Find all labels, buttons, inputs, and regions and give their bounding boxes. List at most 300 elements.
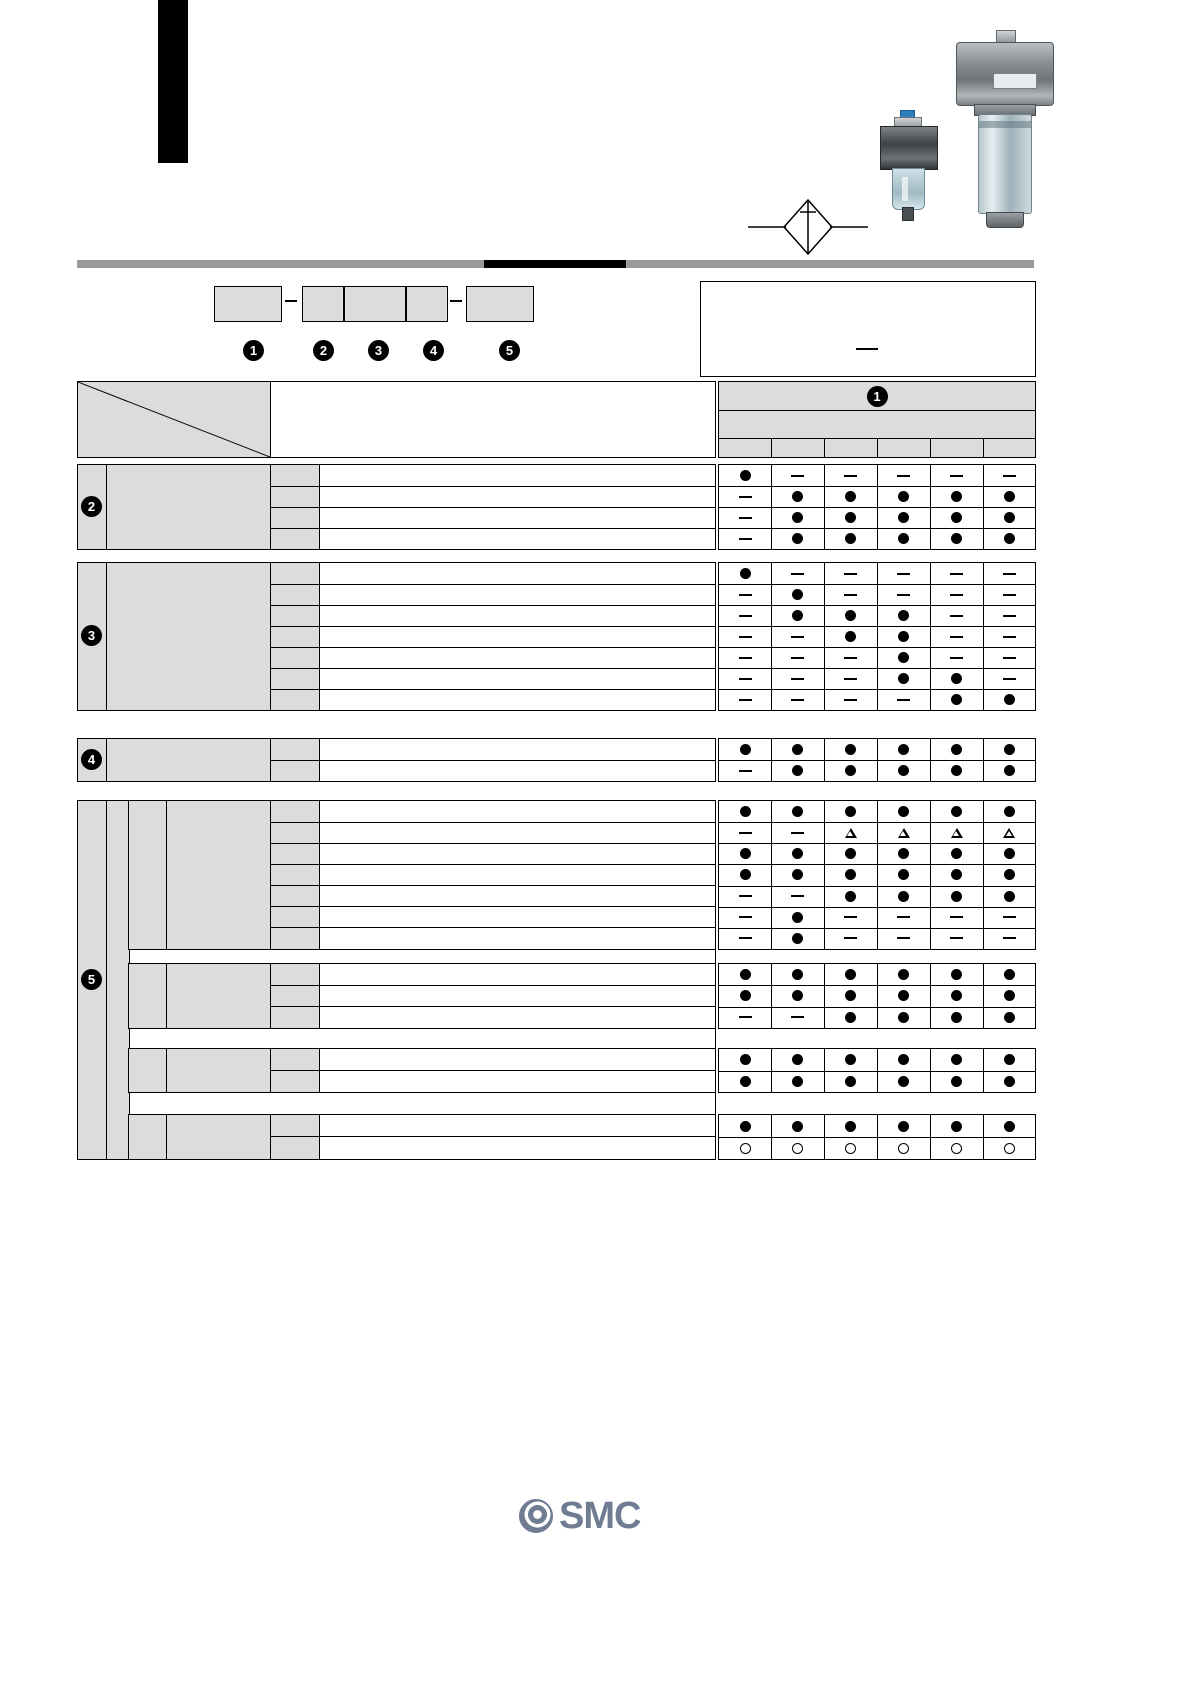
mark-dash bbox=[897, 699, 910, 701]
marks-cell bbox=[824, 584, 877, 605]
table-header-group bbox=[719, 382, 1035, 410]
marks-cell bbox=[771, 964, 824, 985]
section-3-rowline-3 bbox=[271, 626, 715, 627]
marks-cell bbox=[824, 528, 877, 549]
mark-filled-circle bbox=[792, 806, 803, 817]
marks-cell bbox=[824, 886, 877, 907]
mark-filled-circle bbox=[1004, 512, 1015, 523]
marks-cell bbox=[824, 739, 877, 760]
table-header-diagonal bbox=[78, 382, 270, 457]
option-group-2-name bbox=[129, 964, 167, 1028]
option-group-4 bbox=[128, 1114, 716, 1160]
section-5-spine bbox=[107, 801, 130, 1159]
mark-filled-circle bbox=[845, 765, 856, 776]
mark-dash bbox=[1003, 657, 1016, 659]
marks-cell bbox=[983, 605, 1035, 626]
mark-filled-circle bbox=[951, 969, 962, 980]
marks-cell bbox=[983, 1007, 1035, 1028]
section-3-rowline-4 bbox=[271, 647, 715, 648]
marks-cell bbox=[877, 864, 930, 885]
mark-filled-circle bbox=[898, 765, 909, 776]
mark-dash bbox=[739, 636, 752, 638]
mark-filled-circle bbox=[898, 1121, 909, 1132]
marks-cell bbox=[719, 1071, 771, 1093]
marks-cell bbox=[930, 886, 983, 907]
marks-cell bbox=[771, 668, 824, 689]
marks-cell bbox=[877, 465, 930, 486]
option-group-4-label-col bbox=[167, 1115, 271, 1159]
mark-filled-circle bbox=[1004, 806, 1015, 817]
mark-triangle bbox=[898, 828, 910, 838]
marks-cell bbox=[719, 668, 771, 689]
mark-dash bbox=[950, 657, 963, 659]
marks-cell bbox=[824, 689, 877, 710]
mark-filled-circle bbox=[1004, 891, 1015, 902]
table-header-right bbox=[718, 381, 1036, 458]
section-marker-3: 3 bbox=[81, 625, 102, 646]
mark-filled-circle bbox=[845, 848, 856, 859]
marks-cell bbox=[824, 822, 877, 843]
mark-dash bbox=[791, 636, 804, 638]
mark-filled-circle bbox=[951, 533, 962, 544]
mark-filled-circle bbox=[898, 631, 909, 642]
marks-cell bbox=[719, 507, 771, 528]
marks-cell bbox=[719, 584, 771, 605]
order-dash-1 bbox=[285, 300, 297, 302]
mark-filled-circle bbox=[845, 990, 856, 1001]
marks-cell bbox=[719, 907, 771, 928]
header-rule-accent bbox=[484, 260, 626, 268]
marks-cell bbox=[877, 1049, 930, 1071]
hdr-right-v1 bbox=[771, 438, 772, 457]
info-box bbox=[700, 281, 1036, 377]
mark-triangle bbox=[951, 828, 963, 838]
mark-filled-circle bbox=[898, 610, 909, 621]
mark-dash bbox=[791, 699, 804, 701]
mark-dash bbox=[844, 937, 857, 939]
small-bowl bbox=[892, 168, 925, 210]
mark-filled-circle bbox=[898, 969, 909, 980]
mark-filled-circle bbox=[792, 912, 803, 923]
section-3-name bbox=[107, 563, 271, 710]
marks-cell bbox=[771, 760, 824, 781]
marks-cell bbox=[930, 739, 983, 760]
mark-dash bbox=[950, 573, 963, 575]
mark-open-circle bbox=[1004, 1143, 1015, 1154]
section-2-name bbox=[107, 465, 271, 549]
marks-cell bbox=[719, 1049, 771, 1071]
marks-cell bbox=[719, 985, 771, 1006]
mark-dash bbox=[897, 916, 910, 918]
marks-cell bbox=[719, 486, 771, 507]
mark-dash bbox=[1003, 615, 1016, 617]
mark-filled-circle bbox=[740, 990, 751, 1001]
marks-cell bbox=[824, 1007, 877, 1028]
mark-dash bbox=[739, 678, 752, 680]
marks-cell bbox=[930, 760, 983, 781]
marks-cell bbox=[983, 1071, 1035, 1093]
mark-filled-circle bbox=[898, 652, 909, 663]
marks-cell bbox=[719, 528, 771, 549]
mark-filled-circle bbox=[1004, 1076, 1015, 1087]
marks-cell bbox=[719, 928, 771, 949]
mark-dash bbox=[739, 517, 752, 519]
mark-filled-circle bbox=[792, 589, 803, 600]
marks-cell bbox=[771, 465, 824, 486]
section-marker-4: 4 bbox=[81, 749, 102, 770]
order-marker-1: 1 bbox=[243, 340, 264, 361]
marks-cell bbox=[824, 507, 877, 528]
mark-filled-circle bbox=[951, 744, 962, 755]
marks-cell bbox=[771, 1137, 824, 1159]
marks-cell bbox=[771, 739, 824, 760]
marks-cell bbox=[771, 801, 824, 822]
large-head bbox=[956, 42, 1054, 106]
marks-cell bbox=[930, 563, 983, 584]
hdr-right-v2 bbox=[824, 438, 825, 457]
marks-cell bbox=[877, 964, 930, 985]
marks-cell bbox=[877, 563, 930, 584]
mark-dash bbox=[739, 1016, 752, 1018]
marks-cell bbox=[930, 822, 983, 843]
marks-cell bbox=[930, 907, 983, 928]
mark-filled-circle bbox=[898, 1012, 909, 1023]
mark-filled-circle bbox=[792, 933, 803, 944]
large-bowl-band bbox=[979, 121, 1031, 128]
info-box-underline bbox=[856, 348, 878, 350]
marks-cell bbox=[983, 760, 1035, 781]
marks-cell bbox=[930, 985, 983, 1006]
marks-cell bbox=[719, 864, 771, 885]
section-2-rowline-3 bbox=[271, 528, 715, 529]
option-group-3-name bbox=[129, 1049, 167, 1092]
order-marker-4: 4 bbox=[423, 340, 444, 361]
mark-filled-circle bbox=[740, 1121, 751, 1132]
mark-filled-circle bbox=[898, 869, 909, 880]
table-header-left bbox=[77, 381, 716, 458]
mark-open-circle bbox=[740, 1143, 751, 1154]
mark-filled-circle bbox=[898, 491, 909, 502]
mark-filled-circle bbox=[845, 806, 856, 817]
og2-line-2 bbox=[271, 1006, 715, 1007]
mark-filled-circle bbox=[845, 631, 856, 642]
mark-filled-circle bbox=[740, 1054, 751, 1065]
marks-cell bbox=[824, 864, 877, 885]
og1-line-1 bbox=[271, 822, 715, 823]
mark-dash bbox=[1003, 916, 1016, 918]
marks-cell bbox=[930, 1007, 983, 1028]
section-marker-2: 2 bbox=[81, 496, 102, 517]
marks-cell bbox=[930, 689, 983, 710]
mark-filled-circle bbox=[898, 1076, 909, 1087]
mark-dash bbox=[897, 573, 910, 575]
marks-cell bbox=[930, 964, 983, 985]
mark-dash bbox=[791, 475, 804, 477]
option-group-2-symbol-col bbox=[271, 964, 320, 1028]
mark-filled-circle bbox=[740, 806, 751, 817]
mark-filled-circle bbox=[951, 694, 962, 705]
mark-filled-circle bbox=[845, 533, 856, 544]
marks-cell bbox=[930, 605, 983, 626]
mark-filled-circle bbox=[951, 891, 962, 902]
marks-grid-section-4 bbox=[718, 738, 1036, 782]
mark-dash bbox=[950, 594, 963, 596]
option-group-2 bbox=[128, 963, 716, 1029]
mark-filled-circle bbox=[1004, 848, 1015, 859]
marks-cell bbox=[719, 605, 771, 626]
marks-cell bbox=[877, 1007, 930, 1028]
mark-dash bbox=[739, 657, 752, 659]
table-section-3 bbox=[77, 562, 716, 711]
option-group-4-name bbox=[129, 1115, 167, 1159]
marks-cell bbox=[824, 605, 877, 626]
option-group-3-label-col bbox=[167, 1049, 271, 1092]
og4-line-1 bbox=[271, 1136, 715, 1137]
table-section-2 bbox=[77, 464, 716, 550]
marks-cell bbox=[930, 465, 983, 486]
marks-cell bbox=[877, 528, 930, 549]
mark-filled-circle bbox=[898, 806, 909, 817]
section-3-rowline-2 bbox=[271, 605, 715, 606]
mark-dash bbox=[950, 916, 963, 918]
marks-cell bbox=[771, 1007, 824, 1028]
marks-cell bbox=[824, 964, 877, 985]
marks-cell bbox=[877, 626, 930, 647]
marks-cell bbox=[877, 928, 930, 949]
mark-filled-circle bbox=[845, 1076, 856, 1087]
mark-dash bbox=[791, 657, 804, 659]
mark-filled-circle bbox=[898, 1054, 909, 1065]
mark-filled-circle bbox=[792, 533, 803, 544]
mark-dash bbox=[897, 937, 910, 939]
order-box-2[interactable] bbox=[302, 286, 344, 322]
mark-dash bbox=[739, 832, 752, 834]
marks-cell bbox=[771, 563, 824, 584]
section-4-name bbox=[107, 739, 271, 781]
marks-cell bbox=[771, 528, 824, 549]
marks-cell bbox=[824, 1115, 877, 1137]
mark-filled-circle bbox=[792, 990, 803, 1001]
mark-dash bbox=[739, 770, 752, 772]
marks-cell bbox=[719, 1137, 771, 1159]
large-name-plate bbox=[993, 73, 1037, 89]
page-edge-tab bbox=[158, 0, 188, 163]
marks-cell bbox=[930, 843, 983, 864]
order-box-4[interactable] bbox=[406, 286, 448, 322]
og3-line-1 bbox=[271, 1070, 715, 1071]
mark-dash bbox=[739, 538, 752, 540]
mark-dash bbox=[1003, 475, 1016, 477]
marks-cell bbox=[877, 801, 930, 822]
marks-cell bbox=[983, 964, 1035, 985]
section-3-rowline-5 bbox=[271, 668, 715, 669]
og1-line-2 bbox=[271, 843, 715, 844]
marks-cell bbox=[983, 886, 1035, 907]
marks-cell bbox=[930, 864, 983, 885]
marks-cell bbox=[824, 647, 877, 668]
section-3-rowline-6 bbox=[271, 689, 715, 690]
og1-line-4 bbox=[271, 885, 715, 886]
mark-filled-circle bbox=[898, 512, 909, 523]
hdr-right-v5 bbox=[983, 438, 984, 457]
mark-filled-circle bbox=[792, 765, 803, 776]
lubricator-small-photo bbox=[880, 117, 938, 222]
marks-cell bbox=[983, 563, 1035, 584]
mark-dash bbox=[1003, 678, 1016, 680]
mark-dash bbox=[950, 615, 963, 617]
section-3-rowline-1 bbox=[271, 584, 715, 585]
table-header-description-cell bbox=[271, 382, 715, 457]
marks-cell bbox=[719, 739, 771, 760]
mark-dash bbox=[1003, 636, 1016, 638]
mark-dash bbox=[844, 916, 857, 918]
marks-cell bbox=[771, 843, 824, 864]
marks-cell bbox=[771, 985, 824, 1006]
option-group-2-label-col bbox=[167, 964, 271, 1028]
marks-cell bbox=[930, 647, 983, 668]
mark-dash bbox=[791, 895, 804, 897]
marks-cell bbox=[719, 465, 771, 486]
mark-dash bbox=[739, 496, 752, 498]
marks-cell bbox=[983, 1137, 1035, 1159]
mark-filled-circle bbox=[792, 610, 803, 621]
marks-cell bbox=[877, 739, 930, 760]
mark-dash bbox=[739, 937, 752, 939]
mark-filled-circle bbox=[845, 744, 856, 755]
section-5-number-col bbox=[78, 801, 107, 1159]
marks-cell bbox=[719, 801, 771, 822]
mark-filled-circle bbox=[951, 1012, 962, 1023]
mark-filled-circle bbox=[845, 891, 856, 902]
smc-logo-text: SMC bbox=[559, 1494, 641, 1537]
marks-cell bbox=[771, 605, 824, 626]
mark-filled-circle bbox=[792, 869, 803, 880]
section-marker-5: 5 bbox=[81, 969, 102, 990]
mark-filled-circle bbox=[740, 848, 751, 859]
mark-filled-circle bbox=[845, 1012, 856, 1023]
marks-cell bbox=[771, 647, 824, 668]
order-box-3[interactable] bbox=[344, 286, 406, 322]
mark-filled-circle bbox=[1004, 533, 1015, 544]
marks-cell bbox=[983, 843, 1035, 864]
marks-cell bbox=[983, 907, 1035, 928]
option-group-4-symbol-col bbox=[271, 1115, 320, 1159]
marks-cell bbox=[983, 985, 1035, 1006]
mark-filled-circle bbox=[1004, 744, 1015, 755]
marks-grid-option-3 bbox=[718, 1048, 1036, 1093]
marks-cell bbox=[824, 843, 877, 864]
mark-filled-circle bbox=[898, 673, 909, 684]
smc-logo bbox=[519, 1496, 671, 1536]
iso-symbol bbox=[748, 196, 868, 258]
marks-cell bbox=[930, 1137, 983, 1159]
order-marker-3: 3 bbox=[368, 340, 389, 361]
marks-cell bbox=[771, 1071, 824, 1093]
marks-cell bbox=[719, 563, 771, 584]
mark-filled-circle bbox=[792, 1076, 803, 1087]
marks-cell bbox=[877, 1137, 930, 1159]
small-body bbox=[880, 126, 938, 170]
mark-dash bbox=[1003, 937, 1016, 939]
marks-cell bbox=[824, 1137, 877, 1159]
section-2-number-col bbox=[78, 465, 107, 549]
mark-filled-circle bbox=[792, 512, 803, 523]
table-section-4 bbox=[77, 738, 716, 782]
mark-dash bbox=[791, 832, 804, 834]
marks-cell bbox=[824, 668, 877, 689]
large-bowl bbox=[978, 114, 1032, 214]
marks-cell bbox=[983, 864, 1035, 885]
mark-dash bbox=[1003, 594, 1016, 596]
section-3-symbol-col bbox=[271, 563, 320, 710]
small-drain bbox=[902, 207, 914, 221]
mark-filled-circle bbox=[898, 533, 909, 544]
mark-open-circle bbox=[845, 1143, 856, 1154]
mark-filled-circle bbox=[951, 990, 962, 1001]
hdr-right-v3 bbox=[877, 438, 878, 457]
marks-cell bbox=[877, 647, 930, 668]
marks-cell bbox=[771, 1115, 824, 1137]
mark-filled-circle bbox=[1004, 765, 1015, 776]
section-2-rowline-2 bbox=[271, 507, 715, 508]
mark-filled-circle bbox=[951, 673, 962, 684]
mark-filled-circle bbox=[1004, 1054, 1015, 1065]
marks-cell bbox=[930, 507, 983, 528]
table-header-group-marker bbox=[719, 386, 1035, 407]
order-dash-2 bbox=[450, 300, 462, 302]
product-photo-group bbox=[870, 20, 1060, 230]
marks-cell bbox=[983, 739, 1035, 760]
marks-cell bbox=[930, 486, 983, 507]
mark-open-circle bbox=[951, 1143, 962, 1154]
order-box-1[interactable] bbox=[214, 286, 282, 322]
og2-line-1 bbox=[271, 985, 715, 986]
mark-filled-circle bbox=[740, 969, 751, 980]
marks-cell bbox=[983, 801, 1035, 822]
marks-cell bbox=[824, 801, 877, 822]
marks-cell bbox=[719, 760, 771, 781]
order-box-5[interactable] bbox=[466, 286, 534, 322]
mark-filled-circle bbox=[845, 512, 856, 523]
marks-cell bbox=[719, 626, 771, 647]
mark-filled-circle bbox=[845, 1121, 856, 1132]
mark-filled-circle bbox=[951, 765, 962, 776]
mark-filled-circle bbox=[740, 869, 751, 880]
marks-cell bbox=[877, 668, 930, 689]
mark-filled-circle bbox=[951, 869, 962, 880]
section-4-rowline-1 bbox=[271, 760, 715, 761]
mark-dash bbox=[844, 475, 857, 477]
mark-dash bbox=[739, 916, 752, 918]
og1-line-3 bbox=[271, 864, 715, 865]
marks-cell bbox=[719, 822, 771, 843]
mark-dash bbox=[897, 594, 910, 596]
marks-cell bbox=[983, 465, 1035, 486]
marks-cell bbox=[771, 584, 824, 605]
mark-dash bbox=[1003, 573, 1016, 575]
marks-cell bbox=[877, 886, 930, 907]
marks-grid-option-2 bbox=[718, 963, 1036, 1029]
mark-filled-circle bbox=[951, 512, 962, 523]
marks-cell bbox=[824, 1049, 877, 1071]
marks-cell bbox=[771, 507, 824, 528]
marks-grid-option-1 bbox=[718, 800, 1036, 950]
marks-cell bbox=[983, 928, 1035, 949]
marks-cell bbox=[824, 465, 877, 486]
order-marker-2: 2 bbox=[313, 340, 334, 361]
marks-cell bbox=[930, 668, 983, 689]
hdr-right-v4 bbox=[930, 438, 931, 457]
